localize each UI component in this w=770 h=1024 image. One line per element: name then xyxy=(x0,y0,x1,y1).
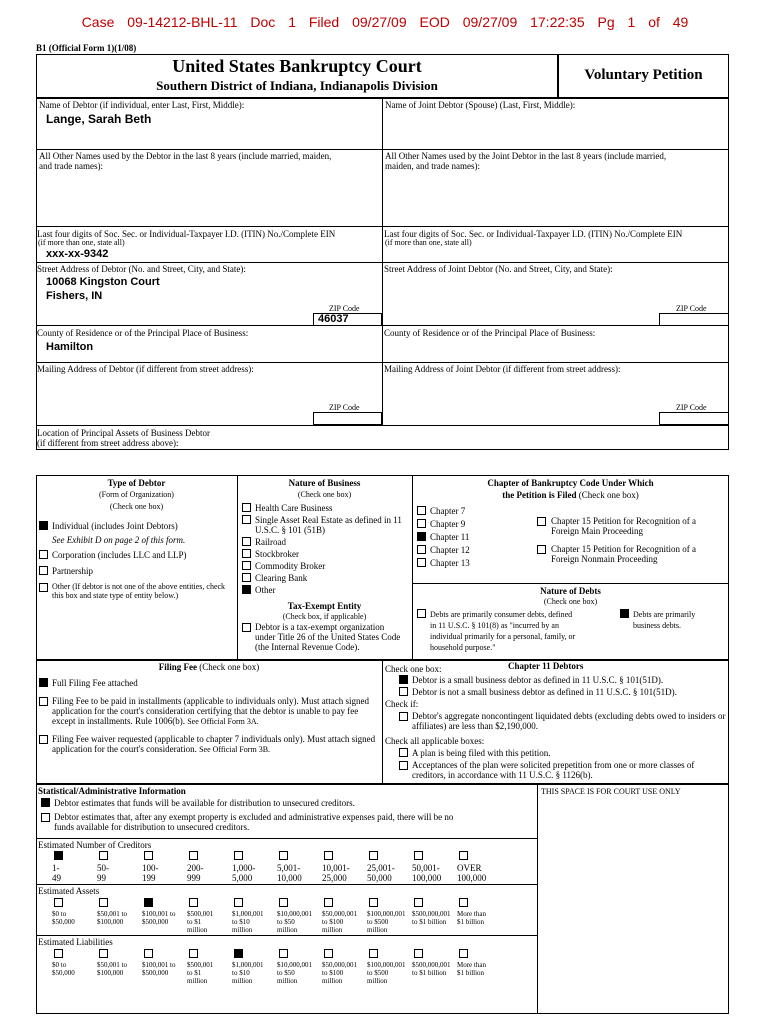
creditors-option-line: 100,000 xyxy=(412,873,442,883)
assets-option-line: million xyxy=(277,926,298,934)
nature-business-checkbox[interactable] xyxy=(242,585,251,594)
creditors-option-label xyxy=(367,863,413,883)
ch11-small-label: Debtor is a small business debtor as defined in 11 U.S.C. § 101(51D). xyxy=(412,675,664,685)
liabilities-option-line: $500,000 xyxy=(142,969,169,977)
assets-option-label xyxy=(277,910,323,934)
filed-date: Filed 09/27/09 xyxy=(308,14,407,30)
chapter-checkbox[interactable] xyxy=(417,532,426,541)
assets-option-label xyxy=(322,910,368,934)
consumer-debts-checkbox[interactable] xyxy=(417,609,426,618)
ch11-plan-label: A plan is being filed with this petition. xyxy=(412,748,551,758)
ch11-not-small-checkbox[interactable] xyxy=(399,687,408,696)
assets-option-label xyxy=(142,910,188,926)
liabilities-option-label xyxy=(232,961,278,985)
joint-mailing-zip-label: ZIP Code xyxy=(676,403,707,412)
assets-option-checkbox[interactable] xyxy=(369,898,378,907)
nature-business-label: Commodity Broker xyxy=(255,561,326,571)
assets-option-label xyxy=(52,910,98,926)
assets-option-checkbox[interactable] xyxy=(234,898,243,907)
creditors-option-line: 25,001- xyxy=(367,863,395,873)
type-of-debtor-sub1: (Form of Organization) xyxy=(99,490,174,499)
creditors-option-checkbox[interactable] xyxy=(369,851,378,860)
joint-zip-box[interactable] xyxy=(659,313,729,326)
liabilities-option-label xyxy=(142,961,188,977)
fee-waiver-ref: See Official Form 3B. xyxy=(199,745,271,754)
debtor-street-label: Street Address of Debtor (No. and Street, City, and State): xyxy=(37,264,246,274)
nature-business-option[interactable] xyxy=(242,549,407,559)
creditors-option-line: 100,000 xyxy=(457,873,487,883)
funds-not-available-checkbox[interactable] xyxy=(41,813,50,822)
type-individual-note: See Exhibit D on page 2 of this form. xyxy=(52,535,186,545)
ch11-check-all: Check all applicable boxes: xyxy=(385,736,485,746)
nature-business-checkbox[interactable] xyxy=(242,515,251,524)
ch11-check-one: Check one box: xyxy=(385,664,442,674)
liabilities-option-line: More than xyxy=(457,961,486,969)
creditors-option-label xyxy=(142,863,188,883)
liabilities-option-line: to $100 xyxy=(322,969,344,977)
debtor-ssn-value[interactable]: xxx-xx-9342 xyxy=(46,248,109,260)
funds-available-option[interactable] xyxy=(41,798,355,808)
location-label-1: Location of Principal Assets of Business Debtor xyxy=(37,428,210,438)
assets-option-checkbox[interactable] xyxy=(144,898,153,907)
court-district: Southern District of Indiana, Indianapolis Division xyxy=(156,78,438,93)
nature-business-label: Single Asset Real Estate as defined in 11 U.S.C. § 101 (51B) xyxy=(255,515,402,535)
chapter15-main-label: Chapter 15 Petition for Recognition of a Foreign Main Proceeding xyxy=(551,516,696,536)
type-partnership-option[interactable] xyxy=(39,566,93,576)
chapter-title-2-row xyxy=(412,490,729,500)
joint-zip-label: ZIP Code xyxy=(676,304,707,313)
tax-exempt-text: Debtor is a tax-exempt organization under Title 26 of the United States Code (the Internal Revenue Code). xyxy=(255,622,401,652)
debtor-street-line1[interactable]: 10068 Kingston Court xyxy=(46,276,160,288)
liabilities-option-checkbox[interactable] xyxy=(324,949,333,958)
chapter-title-2-sub: (Check one box) xyxy=(578,490,639,500)
assets-option-line: to $500 xyxy=(367,918,389,926)
joint-other-names-label: All Other Names used by the Joint Debtor in the last 8 years (include married, maiden, and trade names): xyxy=(385,151,667,171)
creditors-option-line: 50- xyxy=(97,863,109,873)
creditors-title: Estimated Number of Creditors xyxy=(38,840,152,850)
assets-option-label xyxy=(187,910,233,934)
liabilities-option-label xyxy=(457,961,503,977)
creditors-option-line: 1- xyxy=(52,863,60,873)
joint-ssn-sub: (if more than one, state all) xyxy=(385,238,472,247)
filing-fee-title-sub: (Check one box) xyxy=(199,662,260,672)
liabilities-title: Estimated Liabilities xyxy=(38,937,113,947)
liabilities-option-line: to $1 xyxy=(187,969,202,977)
ch11-aggregate-checkbox[interactable] xyxy=(399,712,408,721)
ch11-acceptances-checkbox[interactable] xyxy=(399,761,408,770)
nature-business-option[interactable] xyxy=(242,573,407,583)
assets-option-line: $1,000,001 xyxy=(232,910,264,918)
type-of-debtor-sub2: (Check one box) xyxy=(109,502,164,511)
assets-option-checkbox[interactable] xyxy=(54,898,63,907)
ch11-title: Chapter 11 Debtors xyxy=(508,661,584,671)
creditors-option-line: 25,000 xyxy=(322,873,347,883)
chapter15-nonmain-label: Chapter 15 Petition for Recognition of a Foreign Nonmain Proceeding xyxy=(551,544,696,564)
nature-business-option[interactable] xyxy=(242,561,407,571)
liabilities-option-checkbox[interactable] xyxy=(99,949,108,958)
nature-business-title: Nature of Business xyxy=(288,478,361,488)
nature-business-checkbox[interactable] xyxy=(242,573,251,582)
liabilities-option-line: $50,001 to xyxy=(97,961,127,969)
nature-business-label: Health Care Business xyxy=(255,503,333,513)
fee-full-option[interactable] xyxy=(39,678,138,688)
type-of-debtor-title: Type of Debtor xyxy=(107,478,166,488)
liabilities-option-line: $100,001 to xyxy=(142,961,176,969)
liabilities-option-line: to $500 xyxy=(367,969,389,977)
assets-option-checkbox[interactable] xyxy=(99,898,108,907)
court-title: United States Bankruptcy Court xyxy=(172,56,422,76)
creditors-option-line: 50,000 xyxy=(367,873,392,883)
type-other-label: Other (If debtor is not one of the above entities, check this box and state type of entity below.) xyxy=(52,582,226,600)
ch11-small-option[interactable] xyxy=(399,675,663,685)
chapter-option[interactable] xyxy=(417,532,469,542)
nature-debts-sub: (Check one box) xyxy=(543,597,598,606)
case-number: Case 09-14212-BHL-11 xyxy=(81,14,238,30)
joint-mailing-zip-box[interactable] xyxy=(659,412,729,425)
creditors-option-line: 5,000 xyxy=(232,873,253,883)
eod-date: EOD 09/27/09 17:22:35 xyxy=(419,14,585,30)
creditors-option-label xyxy=(52,863,98,883)
chapter15-nonmain-checkbox[interactable] xyxy=(537,545,546,554)
assets-title: Estimated Assets xyxy=(38,886,100,896)
chapter-title-2: the Petition is Filed xyxy=(502,490,577,500)
nature-business-checkbox[interactable] xyxy=(242,503,251,512)
debtor-ssn-label: Last four digits of Soc. Sec. or Individual-Taxpayer I.D. (ITIN) No./Complete EIN xyxy=(37,229,336,239)
assets-option-line: $500,000 xyxy=(142,918,169,926)
assets-option-line: $100,000,001 xyxy=(367,910,406,918)
chapter-title-1: Chapter of Bankruptcy Code Under Which xyxy=(487,478,654,488)
ch11-plan-checkbox[interactable] xyxy=(399,748,408,757)
case-header-stamp xyxy=(0,14,770,30)
liabilities-option-line: $0 to xyxy=(52,961,67,969)
filing-fee-title: Filing Fee xyxy=(158,662,197,672)
assets-option-line: $50,000,001 xyxy=(322,910,357,918)
ch11-plan-option[interactable] xyxy=(399,748,551,758)
creditors-option-line: 999 xyxy=(187,873,201,883)
nature-business-sub: (Check one box) xyxy=(297,490,352,499)
liabilities-option-checkbox[interactable] xyxy=(414,949,423,958)
liabilities-option-line: $1 billion xyxy=(457,969,485,977)
creditors-option-line: 100- xyxy=(142,863,159,873)
debtor-mailing-zip-box[interactable] xyxy=(313,412,382,425)
chapter-checkbox[interactable] xyxy=(417,545,426,554)
chapter15-main-checkbox[interactable] xyxy=(537,517,546,526)
liabilities-option-line: million xyxy=(367,977,388,985)
creditors-option-label xyxy=(97,863,143,883)
assets-option-line: $500,000,001 xyxy=(412,910,451,918)
doc-number: Doc 1 xyxy=(250,14,296,30)
creditors-option-label xyxy=(457,863,503,883)
liabilities-option-label xyxy=(322,961,368,985)
debtor-ssn-sub: (if more than one, state all) xyxy=(38,238,125,247)
liabilities-option-label xyxy=(277,961,323,985)
ch11-not-small-label: Debtor is not a small business debtor as defined in 11 U.S.C. § 101(51D). xyxy=(412,687,677,697)
assets-option-line: to $100 xyxy=(322,918,344,926)
type-individual-option[interactable] xyxy=(39,521,178,531)
consumer-debts-label: Debts are primarily consumer debts, defined in 11 U.S.C. § 101(8) as "incurred by an individual primarily for a personal, family, or household purpose." xyxy=(430,610,576,652)
assets-option-line: More than xyxy=(457,910,486,918)
assets-option-line: $500,001 xyxy=(187,910,214,918)
creditors-option-label xyxy=(412,863,458,883)
creditors-option-checkbox[interactable] xyxy=(54,851,63,860)
chapter-option[interactable] xyxy=(417,506,465,516)
creditors-option-checkbox[interactable] xyxy=(189,851,198,860)
liabilities-option-label xyxy=(367,961,413,985)
type-other-checkbox[interactable] xyxy=(39,583,48,592)
assets-option-line: to $1 billion xyxy=(412,918,447,926)
assets-option-line: million xyxy=(232,926,253,934)
ch11-aggregate-label: Debtor's aggregate noncontingent liquidated debts (excluding debts owed to insiders or affiliates) are less than $2,190,000. xyxy=(412,711,726,731)
nature-business-label: Stockbroker xyxy=(255,549,299,559)
ch11-not-small-option[interactable] xyxy=(399,687,677,697)
creditors-option-line: 199 xyxy=(142,873,156,883)
chapter-option[interactable] xyxy=(417,545,470,555)
chapter-checkbox[interactable] xyxy=(417,506,426,515)
liabilities-option-line: to $10 xyxy=(232,969,250,977)
debtor-zip-value[interactable]: 46037 xyxy=(318,313,349,325)
fee-waiver-label: Filing Fee waiver requested (applicable to chapter 7 individuals only). Must attach signed application for the court's consideration. xyxy=(52,734,376,754)
nature-business-label: Clearing Bank xyxy=(255,573,308,583)
liabilities-option-line: $50,000 xyxy=(52,969,75,977)
nature-business-label: Railroad xyxy=(255,537,286,547)
funds-available-checkbox[interactable] xyxy=(41,798,50,807)
nature-business-label: Other xyxy=(255,585,276,595)
assets-option-checkbox[interactable] xyxy=(324,898,333,907)
assets-option-checkbox[interactable] xyxy=(189,898,198,907)
nature-business-option[interactable] xyxy=(242,503,407,513)
liabilities-option-line: million xyxy=(277,977,298,985)
creditors-option-line: 49 xyxy=(52,873,61,883)
liabilities-option-line: $1,000,001 xyxy=(232,961,264,969)
nature-business-option[interactable] xyxy=(242,537,407,547)
type-partnership-label: Partnership xyxy=(52,566,93,576)
liabilities-option-label xyxy=(187,961,233,985)
creditors-option-label xyxy=(187,863,233,883)
assets-option-label xyxy=(367,910,413,934)
liabilities-option-line: $50,000,001 xyxy=(322,961,357,969)
location-label-2: (if different from street address above): xyxy=(37,438,179,448)
creditors-option-line: 5,001- xyxy=(277,863,301,873)
creditors-option-checkbox[interactable] xyxy=(459,851,468,860)
assets-option-label xyxy=(412,910,458,926)
type-corporation-option[interactable] xyxy=(39,550,186,560)
fee-full-label: Full Filing Fee attached xyxy=(52,678,138,688)
nature-debts-title: Nature of Debts xyxy=(540,586,601,596)
form-id: B1 (Official Form 1)(1/08) xyxy=(36,43,137,53)
nature-business-checkbox[interactable] xyxy=(242,561,251,570)
debtor-zip-label: ZIP Code xyxy=(329,304,360,313)
creditors-option-line: 10,001- xyxy=(322,863,350,873)
type-individual-checkbox[interactable] xyxy=(39,521,48,530)
assets-option-checkbox[interactable] xyxy=(414,898,423,907)
joint-mailing-label: Mailing Address of Joint Debtor (if different from street address): xyxy=(384,364,621,374)
liabilities-option-checkbox[interactable] xyxy=(369,949,378,958)
joint-county-label: County of Residence or of the Principal Place of Business: xyxy=(384,328,596,338)
tax-exempt-checkbox[interactable] xyxy=(242,623,251,632)
liabilities-option-line: $500,000,001 xyxy=(412,961,451,969)
assets-option-line: $1 billion xyxy=(457,918,485,926)
court-use-only-label: THIS SPACE IS FOR COURT USE ONLY xyxy=(541,787,681,796)
liabilities-option-line: $100,000,001 xyxy=(367,961,406,969)
debtor-mailing-zip-label: ZIP Code xyxy=(329,403,360,412)
creditors-option-checkbox[interactable] xyxy=(279,851,288,860)
liabilities-option-line: $500,001 xyxy=(187,961,214,969)
assets-option-line: to $1 xyxy=(187,918,202,926)
chapter-label: Chapter 13 xyxy=(430,558,470,568)
liabilities-option-line: million xyxy=(322,977,343,985)
liabilities-option-line: $100,000 xyxy=(97,969,124,977)
statistical-title: Statistical/Administrative Information xyxy=(38,786,186,796)
chapter-option[interactable] xyxy=(417,558,470,568)
liabilities-option-line: million xyxy=(232,977,253,985)
petition-title: Voluntary Petition xyxy=(584,67,703,83)
liabilities-option-line: million xyxy=(187,977,208,985)
fee-installments-checkbox[interactable] xyxy=(39,697,48,706)
chapter-label: Chapter 9 xyxy=(430,519,466,529)
assets-option-line: million xyxy=(367,926,388,934)
creditors-option-line: OVER xyxy=(457,863,482,873)
filing-fee-title-row xyxy=(36,662,382,672)
debtor-street-line2[interactable]: Fishers, IN xyxy=(46,290,103,302)
assets-option-line: to $10 xyxy=(232,918,250,926)
creditors-option-line: 200- xyxy=(187,863,204,873)
assets-option-line: to $50 xyxy=(277,918,295,926)
assets-option-line: $50,001 to xyxy=(97,910,127,918)
nature-business-checkbox[interactable] xyxy=(242,549,251,558)
chapter-checkbox[interactable] xyxy=(417,519,426,528)
assets-option-label xyxy=(232,910,278,934)
creditors-option-checkbox[interactable] xyxy=(324,851,333,860)
business-debts-label: Debts are primarily business debts. xyxy=(633,610,696,630)
creditors-option-checkbox[interactable] xyxy=(144,851,153,860)
joint-street-label: Street Address of Joint Debtor (No. and Street, City, and State): xyxy=(384,264,613,274)
ch11-acceptances-label: Acceptances of the plan were solicited prepetition from one or more classes of creditors, in accordance with 11 U.S.C. § 1126(b). xyxy=(412,760,695,780)
creditors-option-checkbox[interactable] xyxy=(234,851,243,860)
joint-name-label: Name of Joint Debtor (Spouse) (Last, First, Middle): xyxy=(385,100,576,110)
liabilities-option-line: $10,000,001 xyxy=(277,961,312,969)
chapter-label: Chapter 11 xyxy=(430,532,470,542)
creditors-option-label xyxy=(232,863,278,883)
creditors-option-checkbox[interactable] xyxy=(99,851,108,860)
tax-exempt-title: Tax-Exempt Entity xyxy=(287,601,362,611)
chapter-label: Chapter 7 xyxy=(430,506,466,516)
creditors-option-line: 1,000- xyxy=(232,863,256,873)
assets-option-label xyxy=(97,910,143,926)
chapter-label: Chapter 12 xyxy=(430,545,470,555)
assets-option-checkbox[interactable] xyxy=(459,898,468,907)
assets-option-line: $0 to xyxy=(52,910,67,918)
fee-full-checkbox[interactable] xyxy=(39,678,48,687)
debtor-other-names-label: All Other Names used by the Debtor in the last 8 years (include married, maiden, and trade names): xyxy=(39,151,332,171)
ch11-check-if: Check if: xyxy=(385,699,419,709)
ch11-small-checkbox[interactable] xyxy=(399,675,408,684)
liabilities-option-label xyxy=(97,961,143,977)
nature-business-option[interactable] xyxy=(242,515,407,535)
fee-installments-label: Filing Fee to be paid in installments (applicable to individuals only). Must attach signed application for the court's consideration certifying that the debtor is unable to pay fee except in installments. Rule 1006(b). xyxy=(52,696,369,726)
liabilities-option-checkbox[interactable] xyxy=(189,949,198,958)
liabilities-option-checkbox[interactable] xyxy=(54,949,63,958)
liabilities-option-checkbox[interactable] xyxy=(279,949,288,958)
chapter-checkbox[interactable] xyxy=(417,558,426,567)
liabilities-option-checkbox[interactable] xyxy=(234,949,243,958)
liabilities-option-label xyxy=(52,961,98,977)
assets-option-line: $50,000 xyxy=(52,918,75,926)
type-corporation-label: Corporation (includes LLC and LLP) xyxy=(52,550,187,560)
creditors-option-line: 10,000 xyxy=(277,873,302,883)
tax-exempt-sub: (Check box, if applicable) xyxy=(282,612,367,621)
assets-option-line: $100,001 to xyxy=(142,910,176,918)
nature-business-option[interactable] xyxy=(242,585,407,595)
assets-option-line: $100,000 xyxy=(97,918,124,926)
funds-available-label: Debtor estimates that funds will be available for distribution to unsecured creditors. xyxy=(54,798,355,808)
type-partnership-checkbox[interactable] xyxy=(39,566,48,575)
liabilities-option-line: to $1 billion xyxy=(412,969,447,977)
assets-option-line: $10,000,001 xyxy=(277,910,312,918)
business-debts-checkbox[interactable] xyxy=(620,609,629,618)
fee-installments-text xyxy=(52,696,377,726)
type-individual-label: Individual (includes Joint Debtors) xyxy=(52,521,178,531)
creditors-option-label xyxy=(277,863,323,883)
fee-waiver-text xyxy=(52,734,377,754)
assets-option-line: million xyxy=(187,926,208,934)
creditors-option-line: 99 xyxy=(97,873,106,883)
fee-installments-ref: See Official Form 3A. xyxy=(187,717,259,726)
type-corporation-checkbox[interactable] xyxy=(39,550,48,559)
assets-option-line: million xyxy=(322,926,343,934)
joint-ssn-label: Last four digits of Soc. Sec. or Individual-Taxpayer I.D. (ITIN) No./Complete EIN xyxy=(384,229,683,239)
liabilities-option-label xyxy=(412,961,458,977)
liabilities-option-checkbox[interactable] xyxy=(144,949,153,958)
debtor-name-value[interactable]: Lange, Sarah Beth xyxy=(46,112,152,126)
assets-option-checkbox[interactable] xyxy=(279,898,288,907)
creditors-option-line: 50,001- xyxy=(412,863,440,873)
debtor-county-label: County of Residence or of the Principal Place of Business: xyxy=(37,328,249,338)
creditors-option-checkbox[interactable] xyxy=(414,851,423,860)
creditors-option-label xyxy=(322,863,368,883)
page-count: Pg 1 of 49 xyxy=(597,14,689,30)
funds-not-available-label: Debtor estimates that, after any exempt property is excluded and administrative expenses paid, there will be no funds available for distribution to unsecured creditors. xyxy=(54,812,454,832)
nature-business-checkbox[interactable] xyxy=(242,537,251,546)
assets-option-label xyxy=(457,910,503,926)
debtor-county-value[interactable]: Hamilton xyxy=(46,341,94,353)
fee-waiver-checkbox[interactable] xyxy=(39,735,48,744)
liabilities-option-checkbox[interactable] xyxy=(459,949,468,958)
liabilities-option-line: to $50 xyxy=(277,969,295,977)
chapter-option[interactable] xyxy=(417,519,465,529)
debtor-mailing-label: Mailing Address of Debtor (if different from street address): xyxy=(37,364,254,374)
debtor-name-label: Name of Debtor (if individual, enter Last, First, Middle): xyxy=(39,100,245,110)
